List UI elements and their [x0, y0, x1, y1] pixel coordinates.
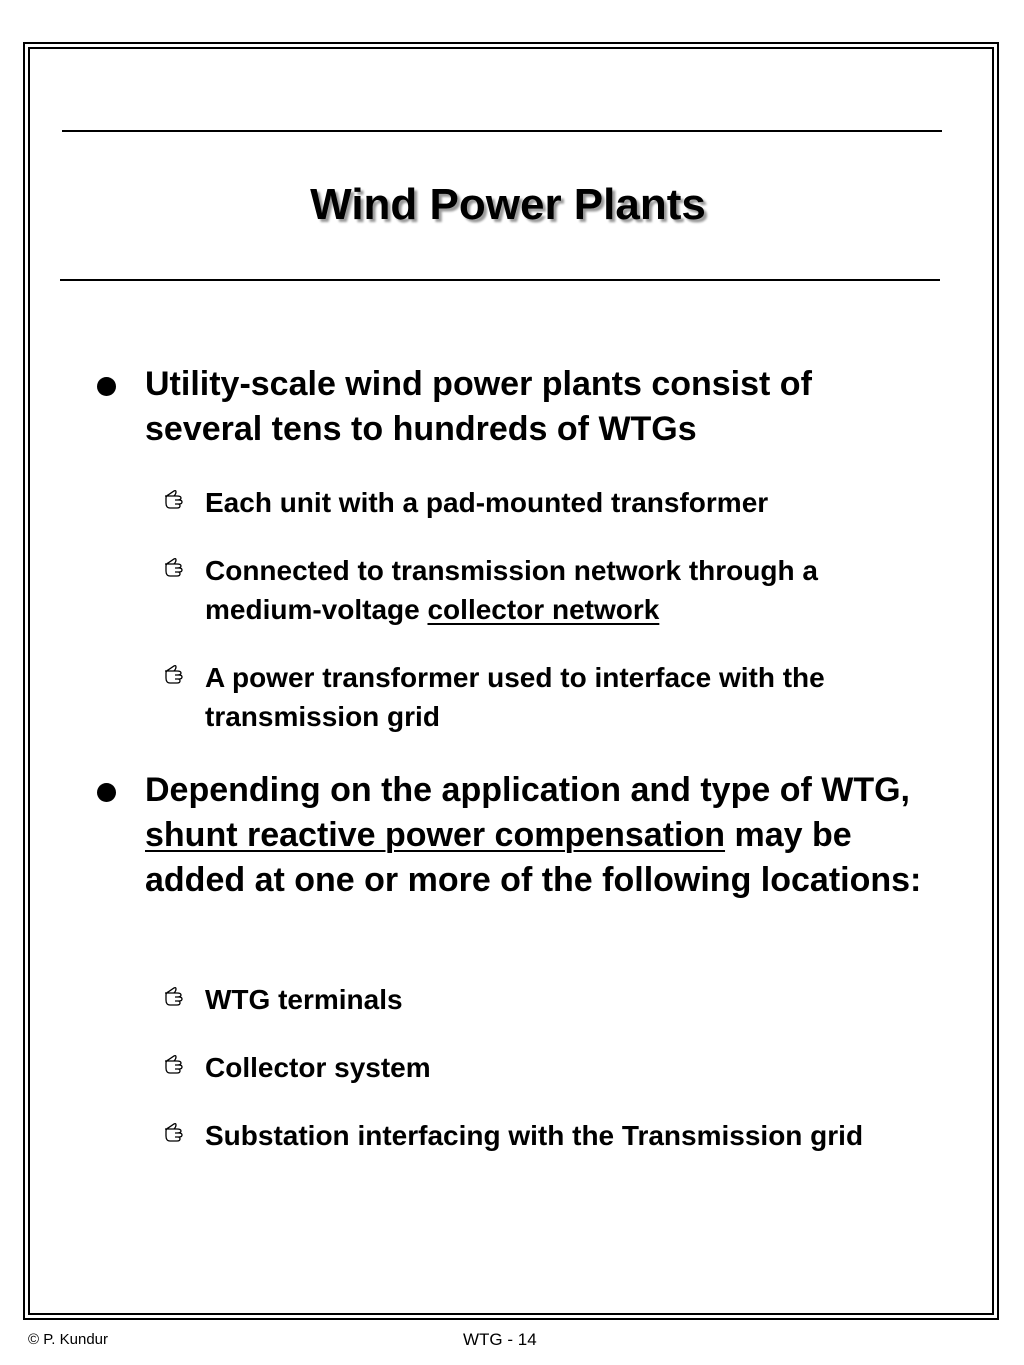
- bullet-2-text-pre: Depending on the application and type of WTG,: [145, 771, 910, 809]
- footer-copyright: © P. Kundur: [28, 1331, 108, 1348]
- bullet-1-sub-1: [205, 483, 935, 522]
- pointing-hand-icon: [163, 1052, 191, 1076]
- bullet-2-sub-2: [205, 1048, 935, 1087]
- collector-network-underlined: collector network: [427, 594, 660, 625]
- title-rule-bottom: [60, 279, 940, 281]
- pointing-hand-icon: [163, 555, 191, 579]
- bullet-1-sub-3: [205, 658, 935, 736]
- slide-title: Wind Power Plants: [310, 180, 706, 229]
- bullet-2-sub-2-text: Collector system: [205, 1052, 431, 1083]
- filled-circle-bullet-icon: [97, 377, 116, 396]
- bullet-1-text: Utility-scale wind power plants consist of several tens to hundreds of WTGs: [145, 365, 812, 448]
- bullet-2-sub-1-text: WTG terminals: [205, 984, 403, 1015]
- pointing-hand-icon: [163, 1120, 191, 1144]
- bullet-2-sub-1: [205, 980, 935, 1019]
- bullet-1-sub-3-text: A power transformer used to interface with the transmission grid: [205, 662, 825, 732]
- bullet-2-sub-3-text: Substation interfacing with the Transmission grid: [205, 1120, 864, 1151]
- pointing-hand-icon: [163, 984, 191, 1008]
- bullet-2: [145, 768, 935, 903]
- bullet-2-text-post: may be added at one or more of the following locations:: [145, 816, 922, 899]
- shunt-compensation-underlined: shunt reactive power compensation: [145, 816, 726, 854]
- filled-circle-bullet-icon: [97, 783, 116, 802]
- pointing-hand-icon: [163, 662, 191, 686]
- bullet-1: [145, 362, 935, 452]
- bullet-1-sub-2-text: Connected to transmission network through a medium-voltage: [205, 555, 818, 625]
- bullet-1-sub-2: [205, 551, 935, 629]
- title-rule-top: [62, 130, 942, 132]
- footer-page-label: WTG - 14: [463, 1330, 537, 1349]
- bullet-1-sub-1-text: Each unit with a pad-mounted transformer: [205, 487, 769, 518]
- pointing-hand-icon: [163, 487, 191, 511]
- bullet-2-sub-3: [205, 1116, 935, 1155]
